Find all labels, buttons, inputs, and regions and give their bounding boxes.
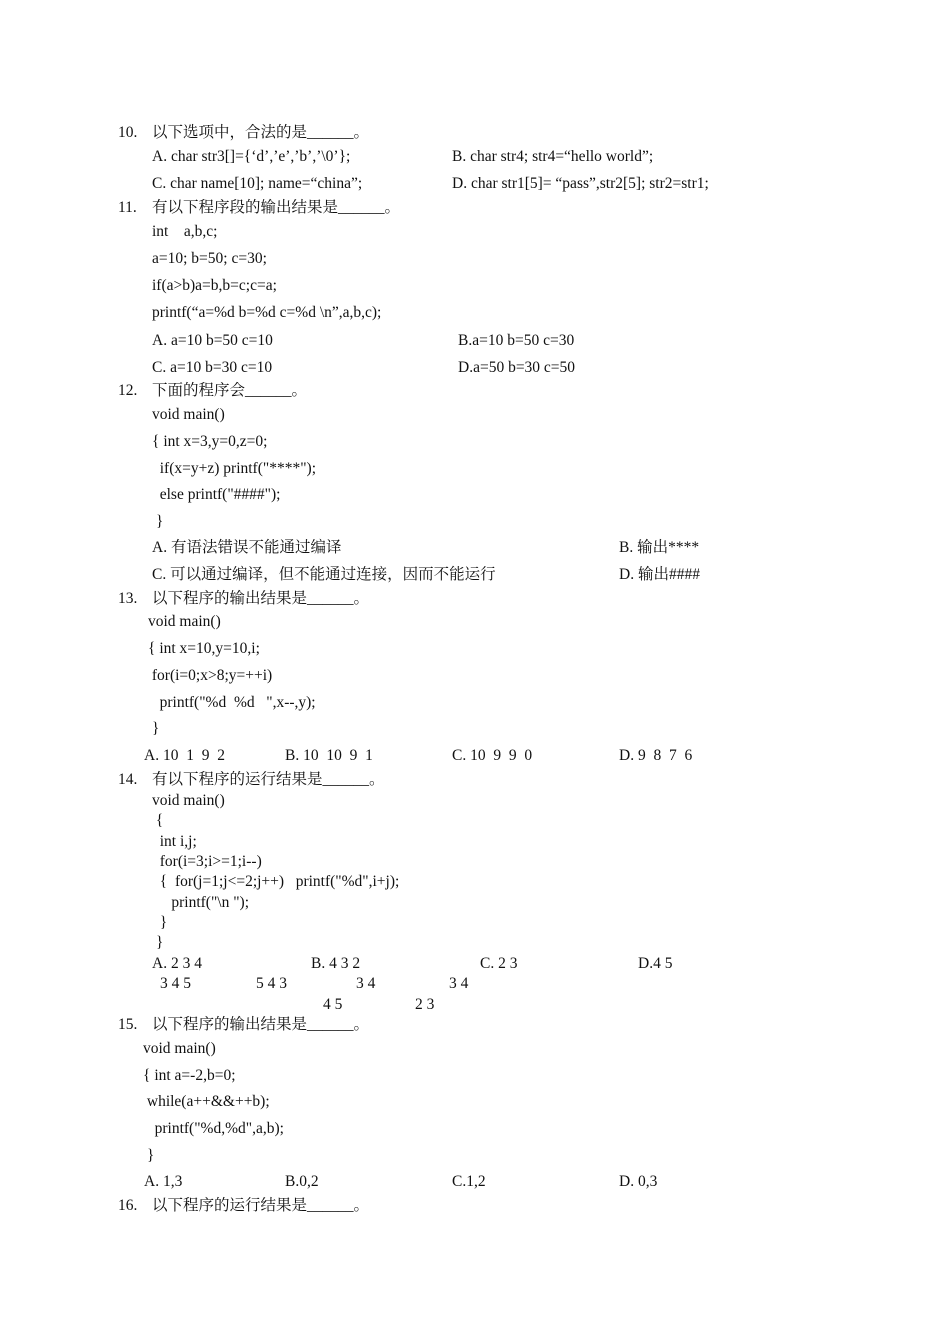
code-line: void main() xyxy=(152,792,225,809)
option-a: A. a=10 b=50 c=10 xyxy=(152,332,273,349)
option-d: D. 0,3 xyxy=(619,1173,658,1190)
option-d: D.a=50 b=30 c=50 xyxy=(458,359,576,376)
code-line: a=10; b=50; c=30; xyxy=(152,250,267,267)
option-c: C. 10 9 9 0 xyxy=(452,747,533,764)
question-stem: 以下程序的输出结果是______。 xyxy=(152,590,370,607)
option-a: A. 2 3 4 xyxy=(152,955,202,972)
option-b: B.a=10 b=50 c=30 xyxy=(458,332,575,349)
option-a-line-2: 3 4 5 xyxy=(160,975,191,992)
code-line: printf("%d %d ",x--,y); xyxy=(148,694,316,711)
option-d: D. 9 8 7 6 xyxy=(619,747,693,764)
option-a: A. char str3[]={‘d’,’e’,’b’,’\0’}; xyxy=(152,148,351,165)
question-number: 15. xyxy=(118,1016,138,1033)
option-a: A. 有语法错误不能通过编译 xyxy=(152,539,342,556)
option-d: D.4 5 xyxy=(638,955,673,972)
option-c: C.1,2 xyxy=(452,1173,486,1190)
option-b: B.0,2 xyxy=(285,1173,319,1190)
code-line: int a,b,c; xyxy=(152,223,218,240)
question-number: 16. xyxy=(118,1197,138,1214)
code-line: { int a=-2,b=0; xyxy=(143,1067,236,1084)
question-number: 10. xyxy=(118,124,138,141)
code-line: void main() xyxy=(152,406,225,423)
option-a: A. 10 1 9 2 xyxy=(144,747,225,764)
question-stem: 以下程序的输出结果是______。 xyxy=(152,1016,370,1033)
code-line: if(x=y+z) printf("****"); xyxy=(152,460,316,477)
option-b: B. 输出**** xyxy=(619,539,700,556)
question-stem: 有以下程序段的输出结果是______。 xyxy=(152,199,401,216)
question-number: 11. xyxy=(118,199,137,216)
code-line: } xyxy=(148,720,160,737)
option-d-line-3: 2 3 xyxy=(415,996,435,1013)
option-d: D. char str1[5]= “pass”,str2[5]; str2=str1; xyxy=(452,175,709,192)
question-number: 12. xyxy=(118,382,138,399)
code-line: printf("\n "); xyxy=(152,894,250,911)
code-line: printf(“a=%d b=%d c=%d \n”,a,b,c); xyxy=(152,304,382,321)
question-stem: 有以下程序的运行结果是______。 xyxy=(152,771,385,788)
option-c-line-2: 3 4 xyxy=(356,975,376,992)
option-b: B. char str4; str4=“hello world”; xyxy=(452,148,654,165)
code-line: { int x=10,y=10,i; xyxy=(148,640,260,657)
code-line: } xyxy=(152,513,164,530)
option-c: C. 2 3 xyxy=(480,955,518,972)
code-line: void main() xyxy=(143,1040,216,1057)
option-b: B. 4 3 2 xyxy=(311,955,361,972)
code-line: } xyxy=(143,1147,155,1164)
question-number: 13. xyxy=(118,590,138,607)
question-number: 14. xyxy=(118,771,138,788)
option-c: C. a=10 b=30 c=10 xyxy=(152,359,273,376)
option-c: C. char name[10]; name=“china”; xyxy=(152,175,363,192)
code-line: { xyxy=(152,812,164,829)
code-line: void main() xyxy=(148,613,221,630)
code-line: else printf("####"); xyxy=(152,486,281,503)
option-b: B. 10 10 9 1 xyxy=(285,747,373,764)
option-d-line-2: 3 4 xyxy=(449,975,469,992)
option-c-line-3: 4 5 xyxy=(323,996,343,1013)
option-a: A. 1,3 xyxy=(144,1173,183,1190)
option-c: C. 可以通过编译，但不能通过连接，因而不能运行 xyxy=(152,566,496,583)
code-line: if(a>b)a=b,b=c;c=a; xyxy=(152,277,277,294)
code-line: } xyxy=(152,914,168,931)
option-d: D. 输出#### xyxy=(619,566,700,583)
option-b-line-2: 5 4 3 xyxy=(256,975,287,992)
question-stem: 以下程序的运行结果是______。 xyxy=(152,1197,370,1214)
code-line: } xyxy=(152,934,164,951)
code-line: { for(j=1;j<=2;j++) printf("%d",i+j); xyxy=(152,873,400,890)
code-line: int i,j; xyxy=(152,833,197,850)
code-line: while(a++&&++b); xyxy=(143,1093,270,1110)
code-line: printf("%d,%d",a,b); xyxy=(143,1120,284,1137)
question-stem: 以下选项中，合法的是______。 xyxy=(152,124,370,141)
code-line: for(i=0;x>8;y=++i) xyxy=(148,667,273,684)
code-line: { int x=3,y=0,z=0; xyxy=(152,433,268,450)
code-line: for(i=3;i>=1;i--) xyxy=(152,853,262,870)
question-stem: 下面的程序会______。 xyxy=(152,382,308,399)
